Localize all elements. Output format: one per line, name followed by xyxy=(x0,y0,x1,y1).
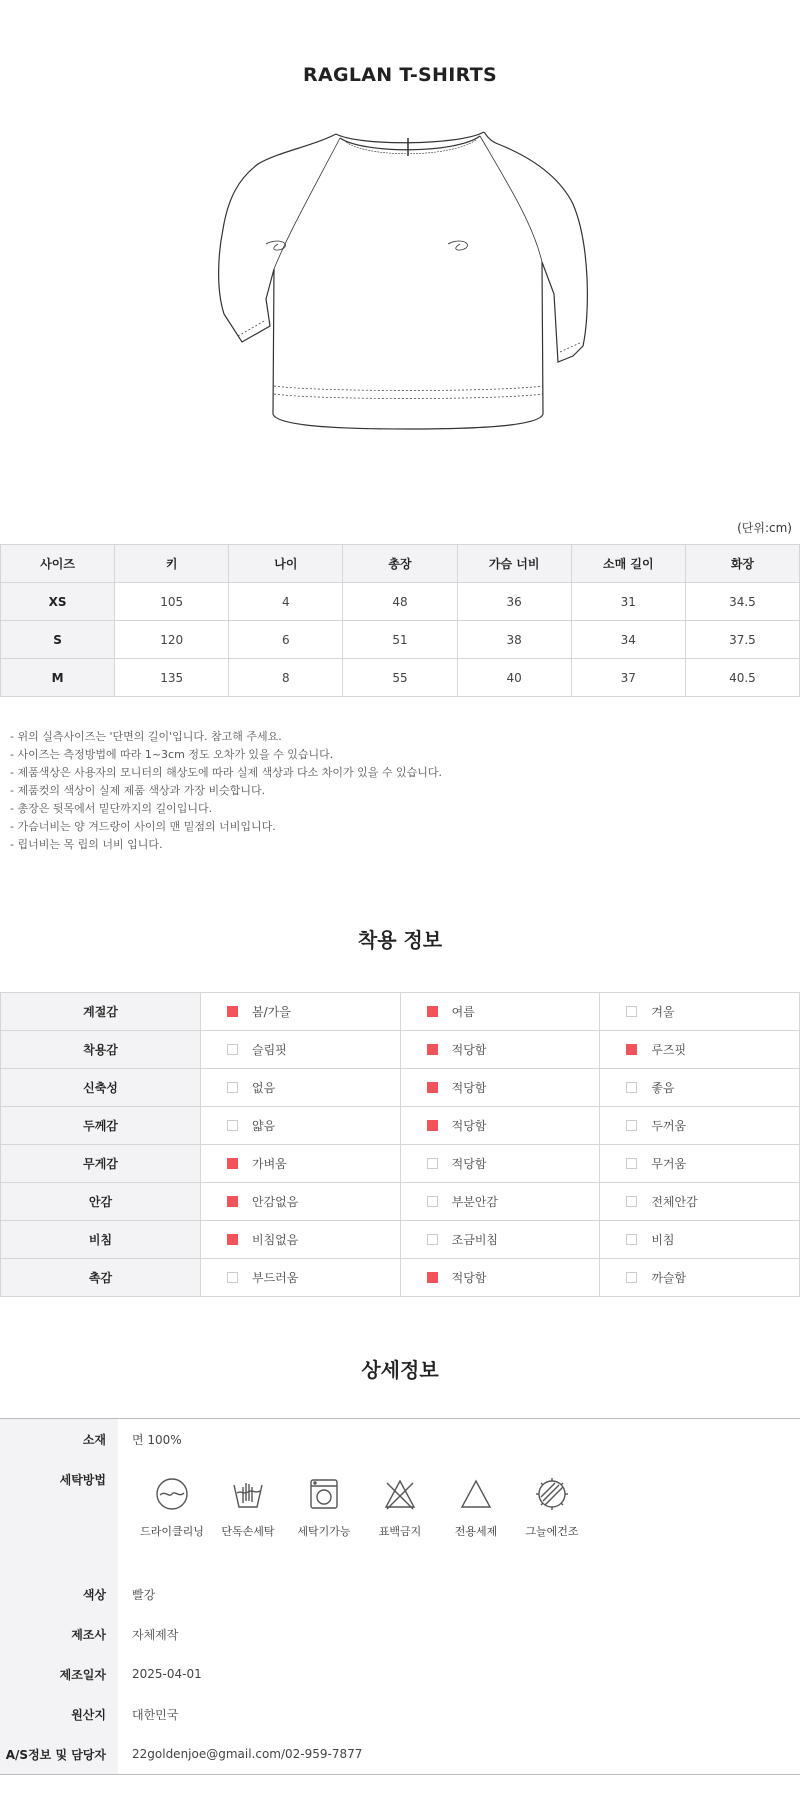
size-cell: M xyxy=(1,659,115,697)
size-cell: 40 xyxy=(457,659,571,697)
size-cell: 120 xyxy=(115,621,229,659)
size-cell: 6 xyxy=(229,621,343,659)
detail-value: 자체제작 xyxy=(132,1627,179,1642)
table-row xyxy=(1,1107,800,1145)
list-item: - 가슴너비는 양 겨드랑이 사이의 맨 밑점의 너비입니다. xyxy=(10,820,276,833)
wash-label: 단독손세탁 xyxy=(221,1525,275,1538)
table-row xyxy=(1,621,800,659)
fit-row-label: 비침 xyxy=(1,1221,201,1259)
wash-label: 전용세제 xyxy=(454,1525,498,1538)
fit-option xyxy=(400,1145,600,1183)
unchecked-box-icon xyxy=(626,1006,637,1017)
checked-box-icon xyxy=(227,1006,238,1017)
size-cell: 55 xyxy=(343,659,457,697)
fit-option-label: 좋음 xyxy=(651,1081,675,1095)
fit-option xyxy=(201,993,401,1031)
size-cell: 37.5 xyxy=(685,621,799,659)
detail-value: 대한민국 xyxy=(132,1707,179,1722)
detail-label: 색상 xyxy=(0,1574,118,1614)
detail-label: 제조사 xyxy=(0,1614,118,1654)
size-cell: 37 xyxy=(571,659,685,697)
fit-option xyxy=(600,993,800,1031)
checked-box-icon xyxy=(427,1006,438,1017)
unchecked-box-icon xyxy=(227,1120,238,1131)
detail-value: 22goldenjoe@gmail.com/02-959-7877 xyxy=(132,1747,363,1761)
table-row xyxy=(1,659,800,697)
fit-option xyxy=(600,1145,800,1183)
fit-option-label: 가벼움 xyxy=(252,1157,287,1171)
fit-option xyxy=(400,993,600,1031)
fit-option xyxy=(201,1221,401,1259)
detail-value: 면 100% xyxy=(132,1432,182,1447)
unchecked-box-icon xyxy=(227,1044,238,1055)
size-cell: 105 xyxy=(115,583,229,621)
size-header-cell: 사이즈 xyxy=(1,545,115,583)
checked-box-icon xyxy=(427,1272,438,1283)
fit-option-label: 비침 xyxy=(651,1233,675,1247)
list-item: - 총장은 뒷목에서 밑단까지의 길이입니다. xyxy=(10,802,213,815)
fit-option-label: 까슬함 xyxy=(651,1271,687,1285)
fit-option-label: 없음 xyxy=(252,1081,276,1095)
fit-option-label: 얇음 xyxy=(252,1119,276,1133)
detail-row-material xyxy=(0,1419,800,1459)
detail-label: 소재 xyxy=(0,1419,118,1459)
list-item: - 립너비는 목 립의 너비 입니다. xyxy=(10,838,163,851)
table-row xyxy=(1,1145,800,1183)
fit-option-label: 안감없음 xyxy=(252,1195,299,1209)
wash-label: 드라이클리닝 xyxy=(140,1525,204,1538)
fit-option-label: 적당함 xyxy=(451,1271,487,1285)
fit-option-label: 부드러움 xyxy=(252,1271,299,1285)
detail-row-maker xyxy=(0,1614,800,1654)
raglan-shirt-illustration xyxy=(218,124,598,494)
wash-item xyxy=(362,1465,438,1539)
detail-row-date xyxy=(0,1654,800,1694)
table-row xyxy=(1,1259,800,1297)
fit-option xyxy=(201,1069,401,1107)
fit-option-label: 적당함 xyxy=(451,1081,487,1095)
list-item: - 제품컷의 색상이 실제 제품 색상과 가장 비슷합니다. xyxy=(10,784,266,797)
fit-option xyxy=(400,1183,600,1221)
checked-box-icon xyxy=(227,1158,238,1169)
detail-row-origin xyxy=(0,1694,800,1734)
table-row xyxy=(1,1183,800,1221)
fit-row-label: 계절감 xyxy=(1,993,201,1031)
detail-row-as xyxy=(0,1734,800,1774)
fit-option xyxy=(400,1107,600,1145)
checked-box-icon xyxy=(227,1196,238,1207)
checked-box-icon xyxy=(427,1120,438,1131)
fit-row-label: 두께감 xyxy=(1,1107,201,1145)
fit-option xyxy=(201,1145,401,1183)
fit-section-title: 착용 정보 xyxy=(357,928,443,952)
unit-note: (단위:cm) xyxy=(737,521,792,535)
size-cell: 31 xyxy=(571,583,685,621)
unchecked-box-icon xyxy=(626,1234,637,1245)
list-item: - 제품색상은 사용자의 모니터의 해상도에 따라 실제 색상과 다소 차이가 있을 수 있습니다. xyxy=(10,766,442,779)
detergent-icon xyxy=(459,1477,493,1511)
size-cell: 51 xyxy=(343,621,457,659)
fit-option-label: 무거움 xyxy=(651,1157,687,1171)
size-notes xyxy=(10,728,790,854)
size-header-cell: 키 xyxy=(115,545,229,583)
detail-value: 빨강 xyxy=(132,1587,156,1602)
unchecked-box-icon xyxy=(427,1234,438,1245)
fit-option xyxy=(201,1031,401,1069)
fit-option-label: 적당함 xyxy=(451,1157,487,1171)
fit-option-label: 루즈핏 xyxy=(651,1043,687,1057)
fit-option xyxy=(600,1221,800,1259)
fit-option xyxy=(600,1259,800,1297)
detail-label: 제조일자 xyxy=(0,1654,118,1694)
unchecked-box-icon xyxy=(626,1082,637,1093)
detail-table xyxy=(0,1418,800,1775)
checked-box-icon xyxy=(626,1044,637,1055)
list-item: - 위의 실측사이즈는 '단면의 길이'입니다. 참고해 주세요. xyxy=(10,730,282,743)
fit-option-label: 비침없음 xyxy=(252,1233,299,1247)
table-row xyxy=(1,993,800,1031)
size-cell: 34.5 xyxy=(685,583,799,621)
table-row xyxy=(1,583,800,621)
fit-option xyxy=(201,1259,401,1297)
checked-box-icon xyxy=(427,1082,438,1093)
unchecked-box-icon xyxy=(227,1082,238,1093)
wash-icons xyxy=(132,1459,590,1539)
fit-row-label: 신축성 xyxy=(1,1069,201,1107)
fit-option-label: 부분안감 xyxy=(451,1195,499,1209)
size-header-cell: 화장 xyxy=(685,545,799,583)
fit-option-label: 봄/가을 xyxy=(252,1005,291,1019)
wash-label: 그늘에건조 xyxy=(525,1525,579,1538)
wash-label: 세탁기가능 xyxy=(297,1525,351,1538)
shade-dry-icon xyxy=(535,1477,569,1511)
size-cell: 36 xyxy=(457,583,571,621)
table-row xyxy=(1,1221,800,1259)
hand-wash-icon xyxy=(231,1477,265,1511)
fit-option xyxy=(400,1069,600,1107)
fit-option-label: 슬림핏 xyxy=(252,1043,287,1057)
size-table-header-row xyxy=(1,545,800,583)
wash-item xyxy=(514,1465,590,1539)
detail-label: A/S정보 및 담당자 xyxy=(0,1734,118,1774)
size-cell: 135 xyxy=(115,659,229,697)
wash-label: 표백금지 xyxy=(378,1525,422,1538)
checked-box-icon xyxy=(227,1234,238,1245)
size-cell: S xyxy=(1,621,115,659)
fit-row-label: 무게감 xyxy=(1,1145,201,1183)
unchecked-box-icon xyxy=(626,1272,637,1283)
unchecked-box-icon xyxy=(427,1196,438,1207)
detail-section-title: 상세정보 xyxy=(361,1358,439,1382)
unchecked-box-icon xyxy=(626,1120,637,1131)
fit-option-label: 두꺼움 xyxy=(651,1119,687,1133)
fit-option-label: 적당함 xyxy=(451,1043,487,1057)
fit-option xyxy=(600,1183,800,1221)
unchecked-box-icon xyxy=(626,1196,637,1207)
size-header-cell: 가슴 너비 xyxy=(457,545,571,583)
size-header-cell: 나이 xyxy=(229,545,343,583)
fit-row-label: 착용감 xyxy=(1,1031,201,1069)
detail-label: 세탁방법 xyxy=(0,1459,118,1574)
fit-option-label: 적당함 xyxy=(451,1119,487,1133)
size-header-cell: 총장 xyxy=(343,545,457,583)
size-table xyxy=(0,544,800,697)
fit-option xyxy=(600,1031,800,1069)
checked-box-icon xyxy=(427,1044,438,1055)
unchecked-box-icon xyxy=(227,1272,238,1283)
wash-item xyxy=(210,1465,286,1539)
size-cell: 34 xyxy=(571,621,685,659)
page-title: RAGLAN T-SHIRTS xyxy=(303,64,497,86)
fit-option xyxy=(600,1069,800,1107)
wash-item xyxy=(438,1465,514,1539)
dry-clean-icon xyxy=(155,1477,189,1511)
fit-option-label: 여름 xyxy=(451,1005,475,1019)
fit-option xyxy=(400,1221,600,1259)
fit-option-label: 전체안감 xyxy=(651,1195,698,1209)
detail-value: 2025-04-01 xyxy=(132,1667,202,1681)
detail-row-color xyxy=(0,1574,800,1614)
table-row xyxy=(1,1069,800,1107)
fit-option xyxy=(400,1259,600,1297)
fit-table xyxy=(0,992,800,1297)
detail-row-washing xyxy=(0,1459,800,1574)
unchecked-box-icon xyxy=(427,1158,438,1169)
unchecked-box-icon xyxy=(626,1158,637,1169)
fit-option xyxy=(600,1107,800,1145)
size-cell: XS xyxy=(1,583,115,621)
wash-item xyxy=(134,1465,210,1539)
size-cell: 4 xyxy=(229,583,343,621)
size-header-cell: 소매 길이 xyxy=(571,545,685,583)
fit-row-label: 안감 xyxy=(1,1183,201,1221)
detail-label: 원산지 xyxy=(0,1694,118,1734)
fit-option xyxy=(201,1183,401,1221)
size-cell: 38 xyxy=(457,621,571,659)
wash-item xyxy=(286,1465,362,1539)
detail-value xyxy=(118,1459,800,1574)
fit-option xyxy=(201,1107,401,1145)
fit-option-label: 조금비침 xyxy=(451,1233,499,1247)
list-item: - 사이즈는 측정방법에 따라 1~3cm 정도 오차가 있을 수 있습니다. xyxy=(10,748,334,761)
size-cell: 40.5 xyxy=(685,659,799,697)
table-row xyxy=(1,1031,800,1069)
size-cell: 48 xyxy=(343,583,457,621)
fit-option xyxy=(400,1031,600,1069)
fit-row-label: 촉감 xyxy=(1,1259,201,1297)
fit-option-label: 겨울 xyxy=(651,1005,675,1019)
washing-machine-icon xyxy=(307,1477,341,1511)
size-cell: 8 xyxy=(229,659,343,697)
no-bleach-icon xyxy=(383,1477,417,1511)
